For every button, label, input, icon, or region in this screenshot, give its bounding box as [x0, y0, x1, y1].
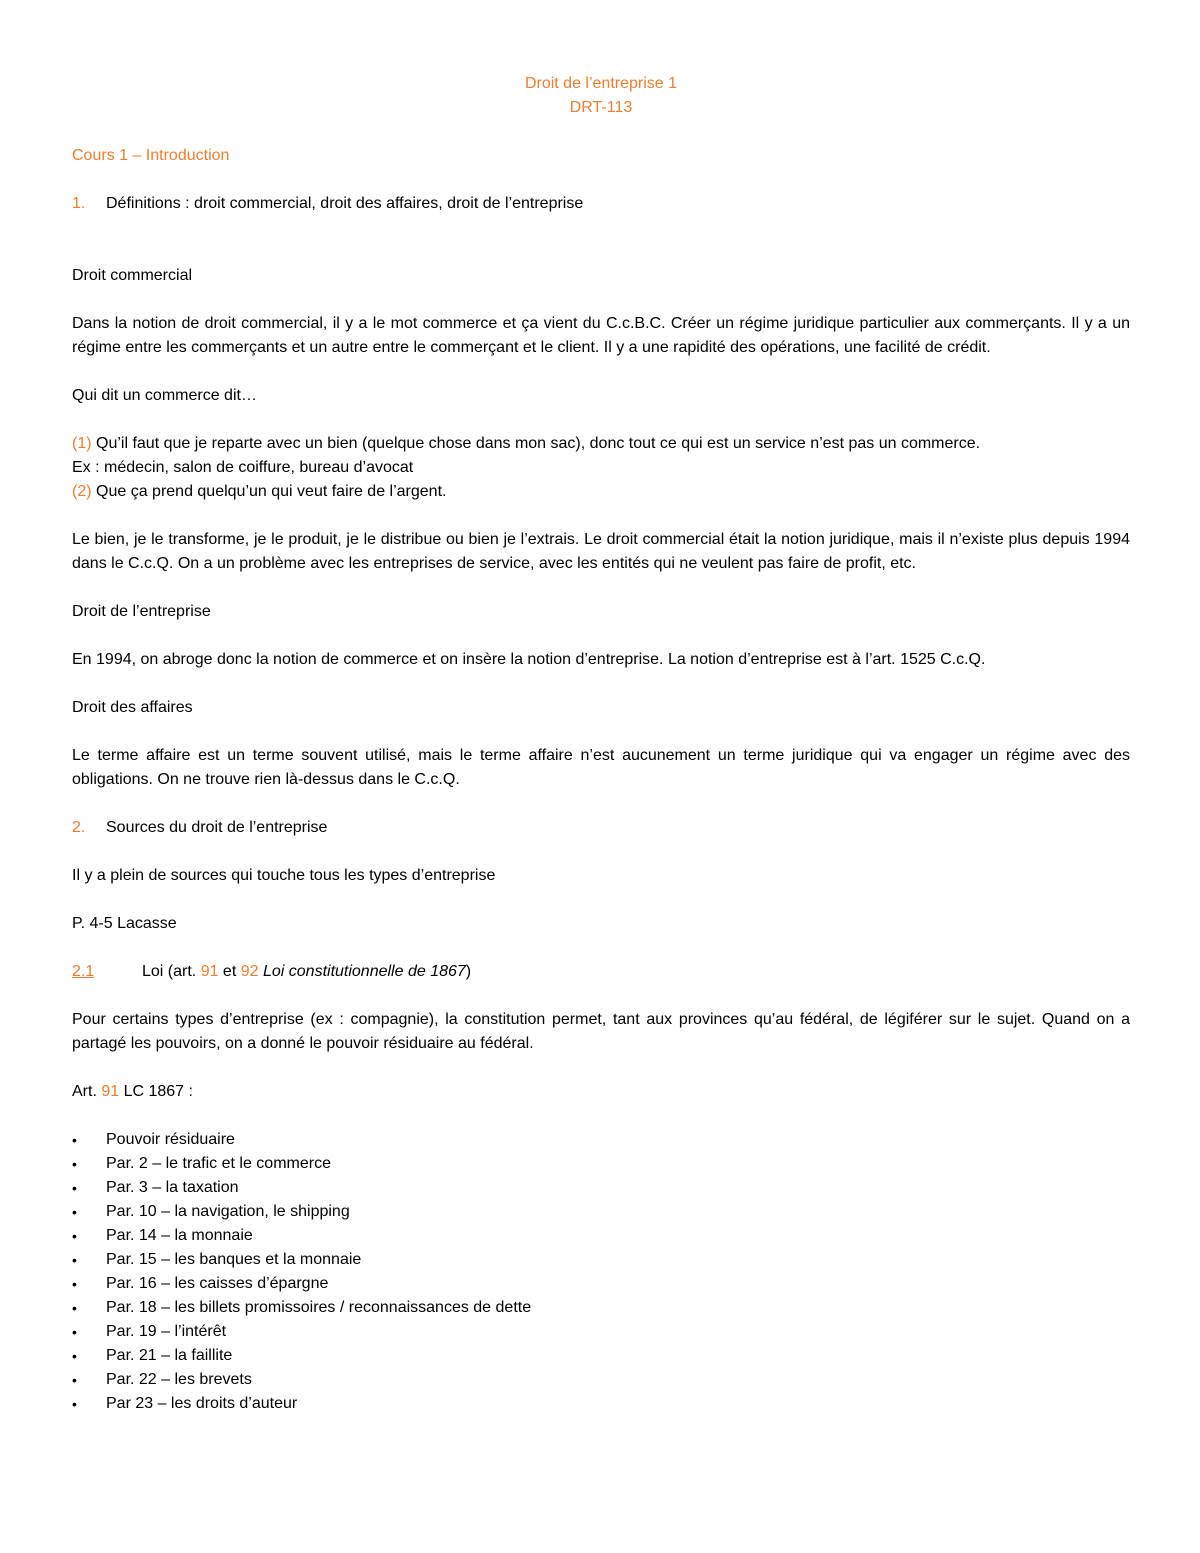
article-91-heading [72, 1080, 1130, 1104]
commerce-points [72, 432, 1130, 504]
list-item-text: Par. 18 – les billets promissoires / reconnaissances de dette [106, 1299, 532, 1316]
bullet-icon: • [72, 1348, 77, 1364]
powers-list [72, 1128, 1130, 1416]
list-item-text: Par. 3 – la taxation [106, 1179, 239, 1196]
list-item-text: Pouvoir résiduaire [106, 1131, 235, 1148]
bullet-icon: • [72, 1252, 77, 1268]
list-item [72, 1128, 1130, 1152]
list-item-text: Par. 22 – les brevets [106, 1371, 252, 1388]
list-item [72, 1248, 1130, 1272]
document-title: Droit de l’entreprise 1 [524, 75, 678, 92]
list-item [72, 1224, 1130, 1248]
droit-entreprise-heading: Droit de l’entreprise [72, 603, 211, 620]
title-part: ) [465, 963, 472, 980]
heading-part: Art. [72, 1083, 102, 1100]
bullet-icon: • [72, 1372, 77, 1388]
list-item [72, 1296, 1130, 1320]
droit-commercial-paragraph-2: Le bien, je le transforme, je le produit, je le distribue ou bien je l’extrais. Le droit commercial était la notion juridique, mais il n’existe plus depuis 1994 dans le C.c.Q. On a un problème avec les entreprises de service, avec les entités qui ne veulent pas faire de profit, etc. [72, 531, 1130, 572]
title-part: et [218, 963, 241, 980]
section-1-number: 1. [72, 195, 86, 212]
section-2-reference: P. 4-5 Lacasse [72, 915, 177, 932]
section-2-number: 2. [72, 819, 86, 836]
list-item [72, 1368, 1130, 1392]
point-2-text: Que ça prend quelqu’un qui veut faire de l’argent. [91, 483, 447, 500]
course-title: Cours 1 – Introduction [72, 147, 230, 164]
section-2-paragraph: Il y a plein de sources qui touche tous les types d’entreprise [72, 867, 496, 884]
list-item [72, 1152, 1130, 1176]
list-item-text: Par. 19 – l’intérêt [106, 1323, 227, 1340]
bullet-icon: • [72, 1324, 77, 1340]
droit-entreprise-paragraph: En 1994, on abroge donc la notion de commerce et on insère la notion d’entreprise. La notion d’entreprise est à l’art. 1525 C.c.Q. [72, 651, 986, 668]
section-2-1-title [142, 960, 471, 984]
list-item-text: Par. 16 – les caisses d’épargne [106, 1275, 329, 1292]
title-part: Loi (art. [142, 963, 201, 980]
section-1-heading [72, 192, 1130, 216]
list-item-text: Par. 21 – la faillite [106, 1347, 233, 1364]
list-item-text: Par. 10 – la navigation, le shipping [106, 1203, 350, 1220]
document-page [72, 72, 1130, 1416]
list-item [72, 1320, 1130, 1344]
list-item-text: Par. 14 – la monnaie [106, 1227, 253, 1244]
section-2-1-heading [72, 960, 1130, 984]
droit-affaires-paragraph: Le terme affaire est un terme souvent utilisé, mais le terme affaire n’est aucunement un terme juridique qui va engager un régime avec des obligations. On ne trouve rien là-dessus dans le C.c.Q. [72, 747, 1130, 788]
droit-affaires-heading: Droit des affaires [72, 699, 193, 716]
point-1 [72, 432, 1130, 456]
list-item [72, 1200, 1130, 1224]
law-name: Loi constitutionnelle de 1867 [262, 963, 466, 980]
bullet-icon: • [72, 1180, 77, 1196]
example-line: Ex : médecin, salon de coiffure, bureau d’avocat [72, 459, 414, 476]
section-2-heading [72, 816, 1130, 840]
bullet-icon: • [72, 1204, 77, 1220]
droit-commercial-heading: Droit commercial [72, 267, 193, 284]
list-item [72, 1272, 1130, 1296]
list-item-text: Par 23 – les droits d’auteur [106, 1395, 298, 1412]
article-91-number: 91 [101, 1083, 120, 1100]
list-item-text: Par. 15 – les banques et la monnaie [106, 1251, 362, 1268]
article-92-ref: 92 [240, 963, 259, 980]
bullet-icon: • [72, 1132, 77, 1148]
point-1-text: Qu’il faut que je reparte avec un bien (quelque chose dans mon sac), donc tout ce qui est un service n’est pas un commerce. [91, 435, 981, 452]
qui-dit-line: Qui dit un commerce dit… [72, 387, 257, 404]
point-2 [72, 480, 1130, 504]
bullet-icon: • [72, 1396, 77, 1412]
section-2-1-paragraph: Pour certains types d’entreprise (ex : compagnie), la constitution permet, tant aux provinces qu’au fédéral, de légiférer sur le sujet. Quand on a partagé les pouvoirs, on a donné le pouvoir résiduaire au fédéral. [72, 1011, 1130, 1052]
bullet-icon: • [72, 1156, 77, 1172]
point-1-number: (1) [72, 435, 92, 452]
spacer [72, 240, 1130, 264]
list-item [72, 1344, 1130, 1368]
list-item [72, 1392, 1130, 1416]
point-2-number: (2) [72, 483, 92, 500]
article-91-ref: 91 [200, 963, 219, 980]
heading-part: LC 1867 : [119, 1083, 193, 1100]
section-2-1-number: 2.1 [72, 963, 95, 980]
section-1-title: Définitions : droit commercial, droit des affaires, droit de l’entreprise [106, 195, 584, 212]
list-item-text: Par. 2 – le trafic et le commerce [106, 1155, 331, 1172]
section-2-title: Sources du droit de l’entreprise [106, 819, 328, 836]
bullet-icon: • [72, 1300, 77, 1316]
bullet-icon: • [72, 1276, 77, 1292]
document-header [72, 72, 1130, 120]
course-code: DRT-113 [569, 99, 633, 116]
bullet-icon: • [72, 1228, 77, 1244]
droit-commercial-paragraph: Dans la notion de droit commercial, il y a le mot commerce et ça vient du C.c.B.C. Créer un régime juridique particulier aux commerçants. Il y a un régime entre les commerçants et un autre entre le commerçant et le client. Il y a une rapidité des opérations, une facilité de crédit. [72, 315, 1130, 356]
list-item [72, 1176, 1130, 1200]
